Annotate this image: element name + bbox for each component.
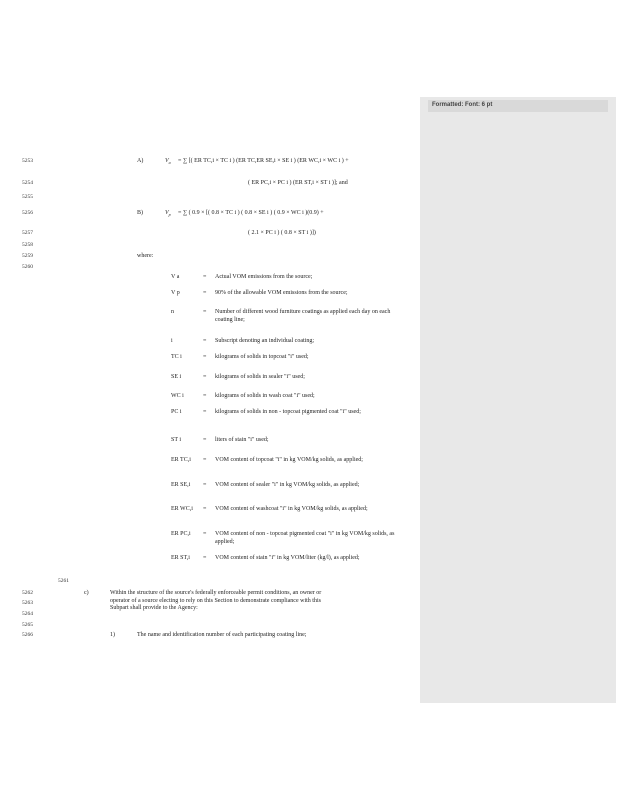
definition-text: VOM content of washcoat "i" in kg VOM/kg solids, as applied; bbox=[215, 506, 368, 512]
formula-b-label: B) bbox=[137, 210, 143, 216]
definition-equals: = bbox=[203, 506, 207, 512]
line-number: 5257 bbox=[22, 230, 33, 236]
formula-a-line2: ( ER PC,i × PC i ) (ER ST,i × ST i )]; and bbox=[248, 180, 348, 186]
definition-symbol: ER ST,i bbox=[171, 555, 190, 561]
definition-symbol: ER SE,i bbox=[171, 482, 191, 488]
definition-symbol: ER WC,i bbox=[171, 506, 193, 512]
definition-symbol: V p bbox=[171, 290, 180, 296]
definition-symbol: WC i bbox=[171, 393, 184, 399]
definition-text: VOM content of topcoat "i" in kg VOM/kg solids, as applied; bbox=[215, 457, 363, 463]
definition-equals: = bbox=[203, 457, 207, 463]
definition-symbol: n bbox=[171, 309, 174, 315]
definition-symbol: SE i bbox=[171, 374, 182, 380]
definition-text: 90% of the allowable VOM emissions from the source; bbox=[215, 290, 348, 296]
item-1-label: 1) bbox=[110, 632, 115, 638]
section-c-text: Within the structure of the source's federally enforceable permit conditions, an owner or operator of a source electing to rely on this Section to demonstrate compliance with this Subpart shall provide to the Agency: bbox=[110, 590, 322, 611]
definition-text: VOM content of non - topcoat pigmented coat "i" in kg VOM/kg solids, as applied; bbox=[215, 531, 395, 545]
definition-text: VOM content of sealer "i" in kg VOM/kg solids, as applied; bbox=[215, 482, 360, 488]
where-label: where: bbox=[137, 253, 154, 259]
definition-equals: = bbox=[203, 354, 207, 360]
line-number: 5266 bbox=[22, 632, 33, 638]
definition-text: liters of stain "i" used; bbox=[215, 437, 269, 443]
formula-a-lhs bbox=[165, 158, 171, 166]
formula-b-lhs bbox=[165, 210, 171, 218]
definition-equals: = bbox=[203, 338, 207, 344]
definition-text: kilograms of solids in non - topcoat pigmented coat "i" used; bbox=[215, 409, 361, 415]
line-number: 5258 bbox=[22, 242, 33, 248]
definition-symbol: ER TC,i bbox=[171, 457, 191, 463]
definition-equals: = bbox=[203, 290, 207, 296]
definition-symbol: V a bbox=[171, 274, 180, 280]
definition-text: kilograms of solids in topcoat "i" used; bbox=[215, 354, 309, 360]
definition-equals: = bbox=[203, 555, 207, 561]
definition-symbol: ST i bbox=[171, 437, 182, 443]
definition-text: Subscript denoting an individual coating; bbox=[215, 338, 314, 344]
definition-symbol: ER PC,i bbox=[171, 531, 191, 537]
definition-text: kilograms of solids in wash coat "i" used; bbox=[215, 393, 315, 399]
comment-balloon[interactable]: Formatted: Font: 6 pt bbox=[428, 100, 608, 112]
definition-equals: = bbox=[203, 531, 207, 537]
line-number: 5264 bbox=[22, 611, 33, 617]
definition-text: kilograms of solids in sealer "i" used; bbox=[215, 374, 305, 380]
definition-symbol: TC i bbox=[171, 354, 182, 360]
formula-b-line1: = ∑ ( 0.9 × [( 0.8 × TC i ) ( 0.8 × SE i ) ( 0.9 × WC i )(0.9) + bbox=[178, 210, 324, 216]
line-number: 5259 bbox=[22, 253, 33, 259]
formula-a-lhs-subscript: a bbox=[168, 160, 171, 166]
line-number: 5253 bbox=[22, 158, 33, 164]
line-number: 5260 bbox=[22, 264, 33, 270]
line-number: 5262 bbox=[22, 590, 33, 596]
line-number: 5265 bbox=[22, 622, 33, 628]
definition-symbol: PC i bbox=[171, 409, 182, 415]
definition-equals: = bbox=[203, 309, 207, 315]
comment-pane bbox=[420, 97, 616, 703]
formula-a-label: A) bbox=[137, 158, 144, 164]
definition-equals: = bbox=[203, 393, 207, 399]
line-number: 5263 bbox=[22, 600, 33, 606]
item-1-text: The name and identification number of each participating coating line; bbox=[137, 632, 307, 638]
line-number: 5255 bbox=[22, 194, 33, 200]
definition-equals: = bbox=[203, 374, 207, 380]
definition-text: Actual VOM emissions from the source; bbox=[215, 274, 313, 280]
formula-b-lhs-symbol: V bbox=[165, 210, 169, 216]
line-number: 5261 bbox=[58, 578, 69, 584]
line-number: 5256 bbox=[22, 210, 33, 216]
definition-equals: = bbox=[203, 437, 207, 443]
section-c-label: c) bbox=[84, 590, 89, 596]
definition-equals: = bbox=[203, 274, 207, 280]
line-number: 5254 bbox=[22, 180, 33, 186]
definition-text: Number of different wood furniture coatings as applied each day on each coating line; bbox=[215, 309, 391, 323]
definition-symbol: i bbox=[171, 338, 173, 344]
definition-equals: = bbox=[203, 409, 207, 415]
definition-text: VOM content of stain "i" in kg VOM/liter (kg/l), as applied; bbox=[215, 555, 360, 561]
formula-b-line2: ( 2.1 × PC i ) ( 0.8 × ST i )]) bbox=[248, 230, 316, 236]
formula-a-line1: = ∑ [( ER TC,i × TC i ) (ER TC,ER SE,i × SE i ) (ER WC,i × WC i ) + bbox=[178, 158, 349, 164]
definition-equals: = bbox=[203, 482, 207, 488]
formula-a-lhs-symbol: V bbox=[165, 158, 169, 164]
formula-b-lhs-subscript: p bbox=[168, 212, 171, 218]
